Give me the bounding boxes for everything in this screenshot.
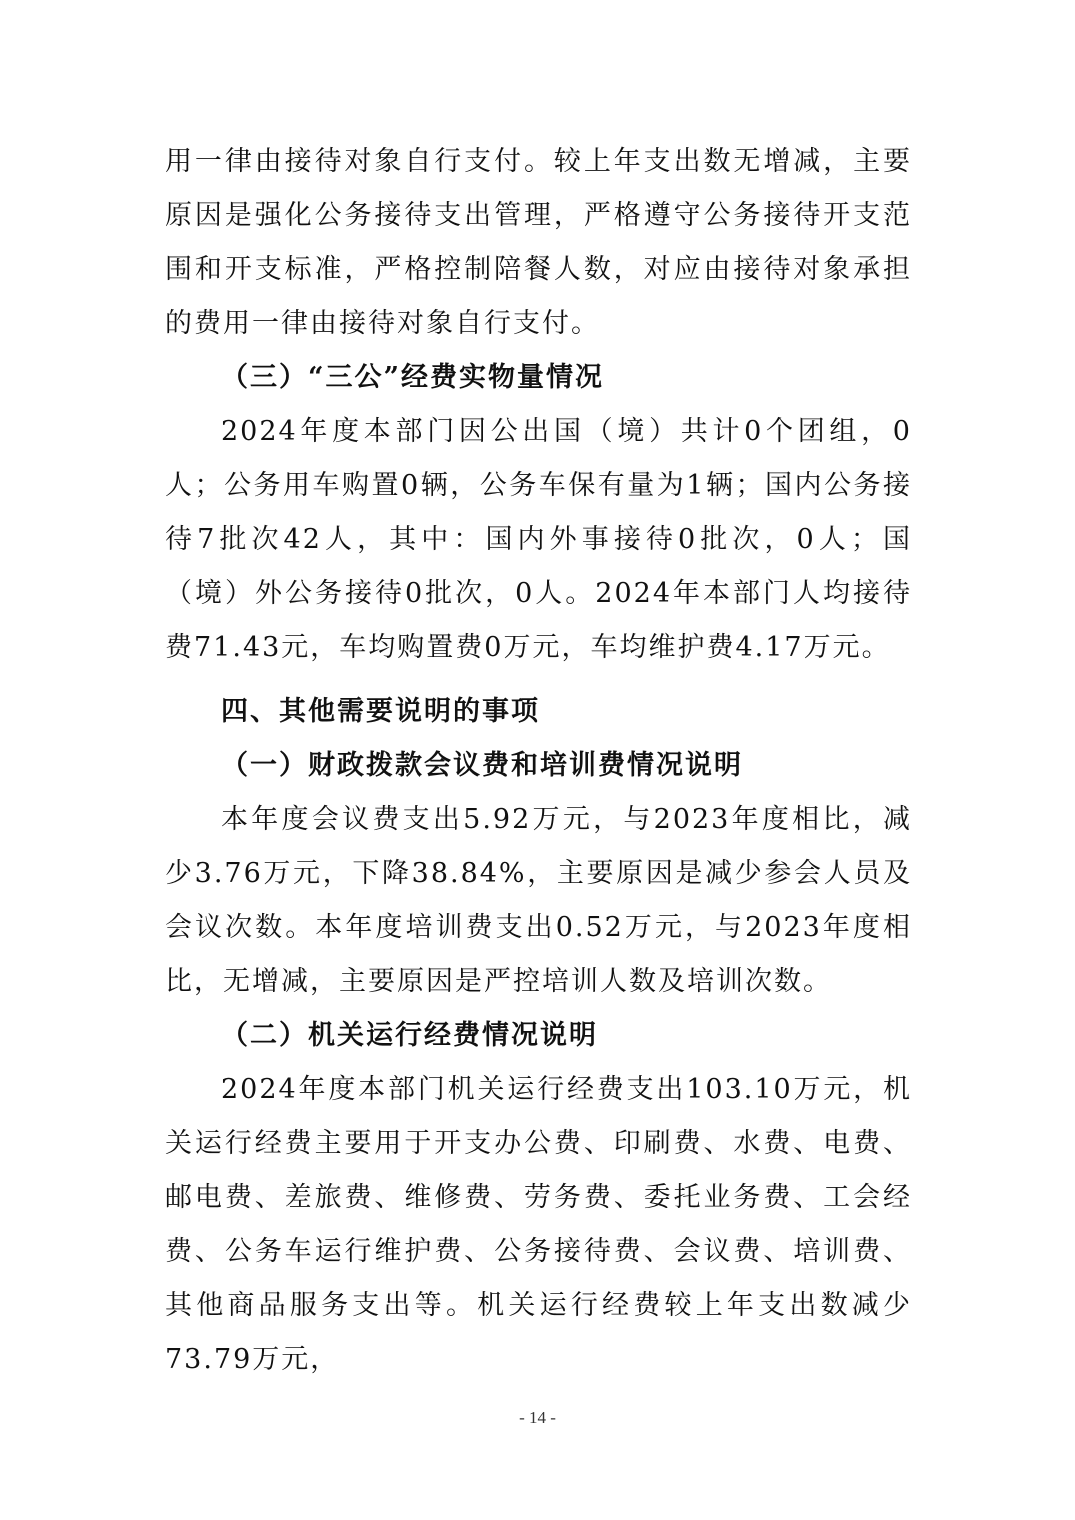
heading-section-four: 四、其他需要说明的事项 [221,696,540,727]
paragraph-reception-continuation: 用一律由接待对象自行支付。较上年支出数无增减，主要原因是强化公务接待支出管理，严格遵守公务接待开支范围和开支标准，严格控制陪餐人数，对应由接待对象承担的费用一律由接待对象自行支付。 [165,146,912,339]
paragraph-three-public-quantity: 2024年度本部门因公出国（境）共计0个团组，0人；公务用车购置0辆，公务车保有量为1辆；国内公务接待7批次42人，其中：国内外事接待0批次，0人；国（境）外公务接待0批次，0人。2024年本部门人均接待费71.43元，车均购置费0万元，车均维护费4.17万元。 [165,416,912,663]
page-body [165,135,912,1387]
heading-three-public-quantity: （三）“三公”经费实物量情况 [221,362,605,393]
paragraph-operating-costs: 2024年度本部门机关运行经费支出103.10万元，机关运行经费主要用于开支办公费、印刷费、水费、电费、邮电费、差旅费、维修费、劳务费、委托业务费、工会经费、公务车运行维护费、公务接待费、会议费、培训费、其他商品服务支出等。机关运行经费较上年支出数减少73.79万元， [165,1074,912,1375]
heading-operating-costs: （二）机关运行经费情况说明 [221,1020,598,1051]
page-number: - 14 - [519,1408,556,1427]
paragraph-meeting-training: 本年度会议费支出5.92万元，与2023年度相比，减少3.76万元，下降38.84%，主要原因是减少参会人员及会议次数。本年度培训费支出0.52万元，与2023年度相比，无增减，主要原因是严控培训人数及培训次数。 [165,804,912,997]
heading-meeting-training: （一）财政拨款会议费和培训费情况说明 [221,750,743,781]
